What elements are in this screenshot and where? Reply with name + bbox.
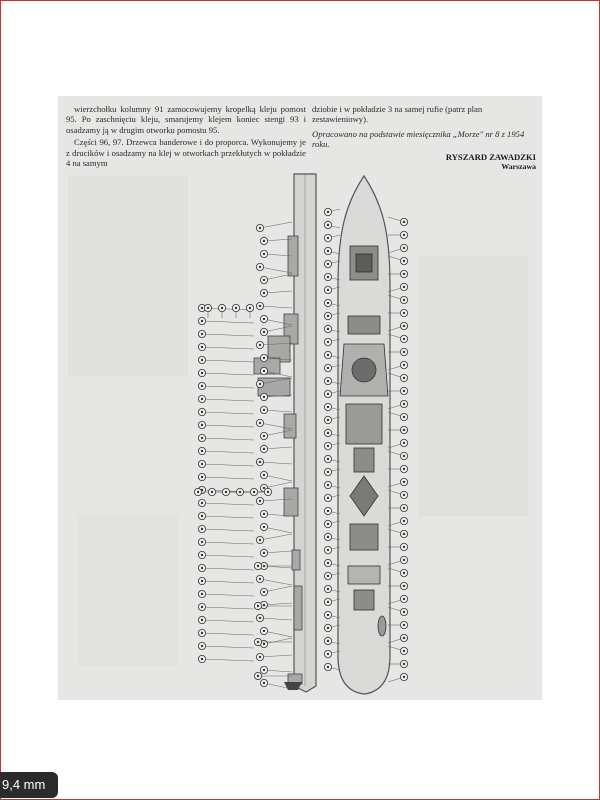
leader-line bbox=[202, 659, 254, 661]
callout-dot bbox=[403, 585, 405, 587]
callout-dot bbox=[201, 437, 203, 439]
callout-dot bbox=[327, 484, 329, 486]
leader-line bbox=[202, 464, 254, 466]
callout-dot bbox=[403, 598, 405, 600]
leader-line bbox=[202, 412, 254, 414]
paragraph-1: wierzchołku kolumny 91 zamocowujemy kropelką kleju pomost 95. Po zaschnięciu kleju, smarujemy klejem koniec stengi 93 i osadzamy ją w drugim otworku pomostu 95. bbox=[66, 104, 306, 135]
callout-dot bbox=[327, 263, 329, 265]
callout-dot bbox=[403, 520, 405, 522]
callout-dot bbox=[327, 419, 329, 421]
callout-dot bbox=[259, 422, 261, 424]
callout-dot bbox=[263, 396, 265, 398]
leader-line bbox=[264, 631, 292, 637]
callout-dot bbox=[327, 406, 329, 408]
callout-dot bbox=[327, 575, 329, 577]
callout-dot bbox=[263, 357, 265, 359]
leader-line bbox=[264, 291, 292, 293]
callout-dot bbox=[201, 411, 203, 413]
callout-dot bbox=[201, 424, 203, 426]
callout-dot bbox=[327, 497, 329, 499]
callout-dot bbox=[267, 491, 269, 493]
callout-dot bbox=[403, 481, 405, 483]
callout-dot bbox=[263, 448, 265, 450]
callout-dot bbox=[263, 552, 265, 554]
leader-line bbox=[202, 529, 254, 531]
callout-dot bbox=[327, 666, 329, 668]
leader-line bbox=[202, 321, 254, 323]
callout-dot bbox=[403, 533, 405, 535]
callout-dot bbox=[403, 559, 405, 561]
callout-dot bbox=[197, 491, 199, 493]
callout-dot bbox=[263, 526, 265, 528]
callout-dot bbox=[263, 279, 265, 281]
callout-dot bbox=[327, 237, 329, 239]
leader-line bbox=[264, 482, 292, 488]
callout-dot bbox=[259, 617, 261, 619]
callout-dot bbox=[201, 320, 203, 322]
leader-line bbox=[260, 579, 292, 585]
leader-line bbox=[260, 222, 292, 228]
callout-dot bbox=[327, 627, 329, 629]
callout-dot bbox=[327, 523, 329, 525]
callout-dot bbox=[327, 367, 329, 369]
callout-dot bbox=[403, 416, 405, 418]
callout-dot bbox=[263, 292, 265, 294]
callout-dot bbox=[201, 372, 203, 374]
leader-line bbox=[202, 373, 254, 375]
callout-dot bbox=[263, 240, 265, 242]
leader-line bbox=[202, 568, 254, 570]
leader-line bbox=[202, 477, 254, 479]
callout-dot bbox=[201, 632, 203, 634]
leader-line bbox=[202, 386, 254, 388]
callout-dot bbox=[327, 289, 329, 291]
callout-dot bbox=[201, 619, 203, 621]
leader-line bbox=[202, 399, 254, 401]
callout-dot bbox=[207, 307, 209, 309]
paragraph-3: dziobie i w pokładzie 3 na samej rufie (patrz plan zestawieniowy). bbox=[312, 104, 483, 125]
leader-line bbox=[264, 586, 292, 592]
leader-line bbox=[202, 581, 254, 583]
callout-dot bbox=[201, 515, 203, 517]
callout-dot bbox=[263, 331, 265, 333]
callout-dot bbox=[403, 650, 405, 652]
callout-dot bbox=[239, 491, 241, 493]
callout-dot bbox=[403, 572, 405, 574]
callout-dot bbox=[263, 513, 265, 515]
callout-dot bbox=[201, 593, 203, 595]
callout-dot bbox=[257, 565, 259, 567]
leader-line bbox=[260, 267, 292, 273]
callout-dot bbox=[263, 435, 265, 437]
callout-dot bbox=[403, 403, 405, 405]
callout-dot bbox=[201, 385, 203, 387]
callout-dot bbox=[327, 640, 329, 642]
leader-line bbox=[202, 334, 254, 336]
leader-line bbox=[264, 527, 292, 533]
callout-dot bbox=[403, 455, 405, 457]
leader-line bbox=[264, 638, 292, 644]
scan-smudge bbox=[68, 176, 188, 376]
leader-line bbox=[260, 462, 292, 464]
callout-dot bbox=[327, 562, 329, 564]
callout-dot bbox=[263, 682, 265, 684]
callout-dot bbox=[327, 588, 329, 590]
leader-line bbox=[264, 410, 292, 412]
callout-dot bbox=[403, 299, 405, 301]
leader-line bbox=[202, 594, 254, 596]
leader-line bbox=[202, 607, 254, 609]
measurement-badge: 9,4 mm bbox=[0, 772, 58, 798]
paragraph-2: Części 96, 97. Drzewca banderowe i do proporca. Wykonujemy je z drucików i osadzamy na klej w otworkach przekłutych w pokładzie 4 na samym bbox=[66, 137, 306, 169]
callout-dot bbox=[253, 491, 255, 493]
callout-dot bbox=[327, 302, 329, 304]
callout-dot bbox=[201, 398, 203, 400]
leader-line bbox=[202, 360, 254, 362]
callout-dot bbox=[327, 510, 329, 512]
callout-dot bbox=[259, 461, 261, 463]
leader-line bbox=[264, 447, 292, 449]
callout-dot bbox=[211, 491, 213, 493]
callout-dot bbox=[201, 606, 203, 608]
callout-dot bbox=[259, 383, 261, 385]
callout-dot bbox=[201, 476, 203, 478]
leader-line bbox=[202, 438, 254, 440]
callout-dot bbox=[403, 377, 405, 379]
callout-dot bbox=[201, 463, 203, 465]
leader-line bbox=[202, 425, 254, 427]
callout-dot bbox=[263, 409, 265, 411]
callout-dot bbox=[201, 541, 203, 543]
callout-dot bbox=[327, 458, 329, 460]
callout-dot bbox=[201, 450, 203, 452]
leader-line bbox=[202, 516, 254, 518]
callout-dot bbox=[259, 227, 261, 229]
callout-dot bbox=[327, 471, 329, 473]
callout-dot bbox=[327, 653, 329, 655]
callout-dot bbox=[327, 536, 329, 538]
callout-dot bbox=[201, 658, 203, 660]
author-name: RYSZARD ZAWADZKI bbox=[445, 152, 536, 162]
leader-line bbox=[202, 620, 254, 622]
leader-line bbox=[260, 655, 292, 657]
callout-dot bbox=[257, 605, 259, 607]
callout-dot bbox=[201, 333, 203, 335]
leader-line bbox=[202, 451, 254, 453]
callout-dot bbox=[327, 224, 329, 226]
callout-dot bbox=[263, 630, 265, 632]
callout-dot bbox=[257, 675, 259, 677]
source-note: Opracowano na podstawie miesięcznika „Morze" nr 8 z 1954 roku. bbox=[312, 128, 525, 150]
callout-dot bbox=[403, 637, 405, 639]
callout-dot bbox=[201, 346, 203, 348]
callout-dot bbox=[403, 429, 405, 431]
callout-dot bbox=[403, 221, 405, 223]
callout-dot bbox=[327, 380, 329, 382]
callout-dot bbox=[201, 567, 203, 569]
callout-dot bbox=[327, 211, 329, 213]
leader-line bbox=[264, 274, 292, 280]
callout-dot bbox=[263, 591, 265, 593]
callout-dot bbox=[259, 344, 261, 346]
leader-line bbox=[202, 503, 254, 505]
callout-dot bbox=[403, 312, 405, 314]
leader-line bbox=[264, 551, 292, 553]
callout-dot bbox=[403, 442, 405, 444]
callout-dot bbox=[403, 325, 405, 327]
callout-dot bbox=[403, 390, 405, 392]
callout-dot bbox=[403, 234, 405, 236]
callout-dot bbox=[403, 494, 405, 496]
callout-dot bbox=[403, 273, 405, 275]
callout-dot bbox=[327, 549, 329, 551]
ship-plan-drawing bbox=[58, 96, 542, 700]
scanned-page bbox=[58, 96, 542, 700]
leader-line bbox=[264, 603, 292, 605]
callout-dot bbox=[263, 669, 265, 671]
callout-dot bbox=[201, 307, 203, 309]
author-city: Warszawa bbox=[501, 162, 536, 171]
callout-dot bbox=[403, 351, 405, 353]
callout-dot bbox=[327, 276, 329, 278]
callout-dot bbox=[403, 663, 405, 665]
callout-dot bbox=[327, 341, 329, 343]
callout-dot bbox=[221, 307, 223, 309]
leader-line bbox=[202, 347, 254, 349]
callout-dot bbox=[327, 315, 329, 317]
callout-dot bbox=[403, 338, 405, 340]
callout-dot bbox=[257, 641, 259, 643]
callout-dot bbox=[327, 328, 329, 330]
leader-line bbox=[264, 670, 292, 672]
scan-smudge bbox=[418, 256, 528, 516]
callout-dot bbox=[403, 611, 405, 613]
callout-dot bbox=[263, 318, 265, 320]
callout-dot bbox=[259, 305, 261, 307]
callout-dot bbox=[263, 643, 265, 645]
callout-dot bbox=[403, 260, 405, 262]
leader-line bbox=[260, 306, 292, 308]
callout-dot bbox=[201, 580, 203, 582]
callout-dot bbox=[327, 393, 329, 395]
callout-dot bbox=[263, 487, 265, 489]
callout-dot bbox=[249, 307, 251, 309]
leader-line bbox=[202, 633, 254, 635]
callout-dot bbox=[259, 539, 261, 541]
leader-line bbox=[264, 475, 292, 481]
callout-dot bbox=[263, 253, 265, 255]
callout-dot bbox=[327, 432, 329, 434]
callout-dot bbox=[327, 354, 329, 356]
leader-line bbox=[202, 646, 254, 648]
callout-dot bbox=[259, 500, 261, 502]
callout-dot bbox=[259, 578, 261, 580]
leader-line bbox=[202, 542, 254, 544]
callout-dot bbox=[235, 307, 237, 309]
callout-dot bbox=[263, 370, 265, 372]
callout-dot bbox=[327, 445, 329, 447]
callout-dot bbox=[403, 247, 405, 249]
scan-smudge bbox=[78, 516, 178, 666]
leader-line bbox=[260, 618, 292, 620]
callout-dot bbox=[403, 676, 405, 678]
callout-dot bbox=[201, 502, 203, 504]
callout-dot bbox=[263, 474, 265, 476]
callout-dot bbox=[201, 528, 203, 530]
callout-dot bbox=[403, 624, 405, 626]
callout-dot bbox=[403, 286, 405, 288]
callout-dot bbox=[201, 554, 203, 556]
callout-dot bbox=[327, 250, 329, 252]
leader-line bbox=[260, 534, 292, 540]
callout-dot bbox=[201, 359, 203, 361]
callout-dot bbox=[403, 468, 405, 470]
callout-dot bbox=[259, 656, 261, 658]
callout-dot bbox=[403, 546, 405, 548]
callout-dot bbox=[225, 491, 227, 493]
callout-dot bbox=[327, 614, 329, 616]
callout-dot bbox=[403, 507, 405, 509]
callout-dot bbox=[201, 645, 203, 647]
leader-line bbox=[202, 555, 254, 557]
callout-dot bbox=[403, 364, 405, 366]
callout-dot bbox=[259, 266, 261, 268]
callout-dot bbox=[327, 601, 329, 603]
